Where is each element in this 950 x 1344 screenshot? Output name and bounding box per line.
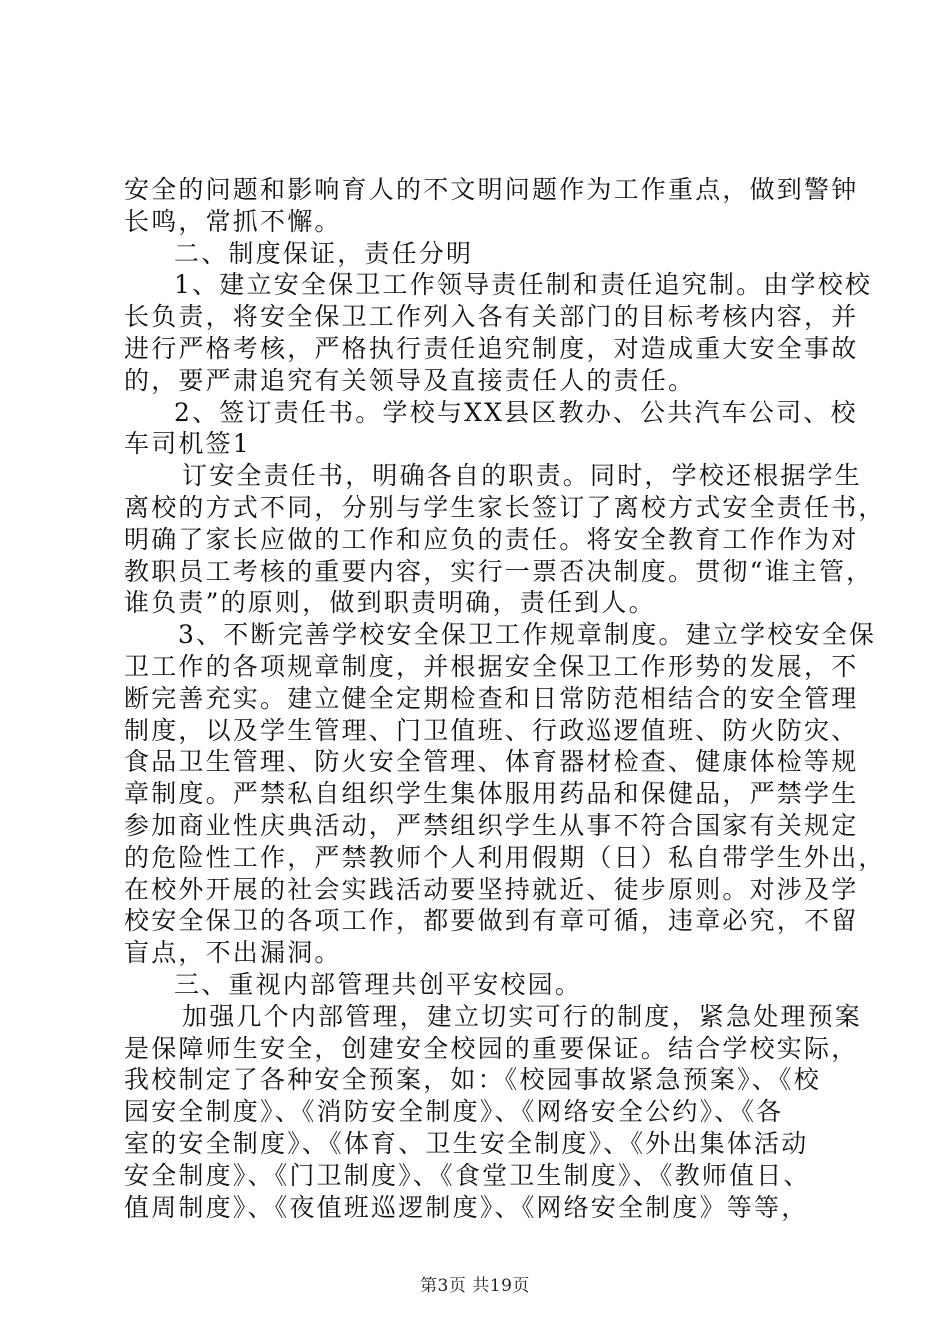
text-line: 1、建立安全保卫工作领导责任制和责任追究制。由学校校	[174, 270, 873, 300]
section-heading: 三、重视内部管理共创平安校园。	[174, 969, 583, 999]
text-line: 谁负责”的原则，做到职责明确，责任到人。	[124, 588, 656, 618]
text-line: 章制度。严禁私自组织学生集体服用药品和保健品，严禁学生	[124, 779, 859, 809]
text-line: 园安全制度》、《消防安全制度》、《网络安全公约》、《各	[124, 1097, 784, 1127]
text-line: 我校制定了各种安全预案，如：《校园事故紧急预案》、《校	[124, 1065, 821, 1095]
text-line: 3、不断完善学校安全保卫工作规章制度。建立学校安全保	[178, 620, 877, 650]
text-line: 长鸣，常抓不懈。	[124, 206, 342, 236]
page-number-footer: 第3页 共19页	[420, 1276, 530, 1296]
text-line: 长负责，将安全保卫工作列入各有关部门的目标考核内容，并	[124, 302, 859, 332]
text-line: 安全的问题和影响育人的不文明问题作为工作重点，做到警钟	[124, 175, 859, 204]
text-line: 2、签订责任书。学校与XX县区教办、公共汽车公司、校	[174, 397, 858, 427]
document-body	[124, 174, 886, 1223]
text-line: 明确了家长应做的工作和应负的责任。将安全教育工作作为对	[124, 524, 859, 554]
text-line: 盲点，不出漏洞。	[124, 938, 342, 968]
text-line: 制度，以及学生管理、门卫值班、行政巡逻值班、防火防灾、	[124, 715, 859, 745]
text-line: 食品卫生管理、防火安全管理、体育器材检查、健康体检等规	[124, 747, 859, 777]
text-line: 值周制度》、《夜值班巡逻制度》、《网络安全制度》等等，	[124, 1192, 809, 1222]
text-line: 断完善充实。建立健全定期检查和日常防范相结合的安全管理	[124, 683, 859, 713]
text-line: 离校的方式不同，分别与学生家长签订了离校方式安全责任书，	[124, 492, 886, 522]
text-line: 安全制度》、《门卫制度》、《食堂卫生制度》、《教师值日、	[124, 1160, 811, 1190]
text-line: 订安全责任书，明确各自的职责。同时，学校还根据学生	[182, 461, 863, 491]
text-line: 的危险性工作，严禁教师个人利用假期（日）私自带学生外出，	[124, 842, 886, 872]
text-line: 是保障师生安全，创建安全校园的重要保证。结合学校实际，	[124, 1033, 859, 1063]
text-line: 的，要严肃追究有关领导及直接责任人的责任。	[124, 365, 696, 395]
text-line: 在校外开展的社会实践活动要坚持就近、徒步原则。对涉及学	[124, 874, 859, 904]
text-line: 参加商业性庆典活动，严禁组织学生从事不符合国家有关规定	[124, 810, 859, 840]
section-heading: 二、制度保证，责任分明	[174, 238, 474, 268]
text-line: 卫工作的各项规章制度，并根据安全保卫工作形势的发展，不	[124, 651, 859, 681]
text-line: 室的安全制度》、《体育、卫生安全制度》、《外出集体活动	[124, 1128, 809, 1158]
text-line: 进行严格考核，严格执行责任追究制度，对造成重大安全事故	[124, 333, 859, 363]
text-line: 校安全保卫的各项工作，都要做到有章可循，违章必究，不留	[124, 906, 859, 936]
text-line: 教职员工考核的重要内容，实行一票否决制度。贯彻“谁主管，	[124, 556, 874, 586]
text-line: 车司机签1	[124, 429, 251, 459]
text-line: 加强几个内部管理，建立切实可行的制度，紧急处理预案	[182, 1001, 863, 1031]
